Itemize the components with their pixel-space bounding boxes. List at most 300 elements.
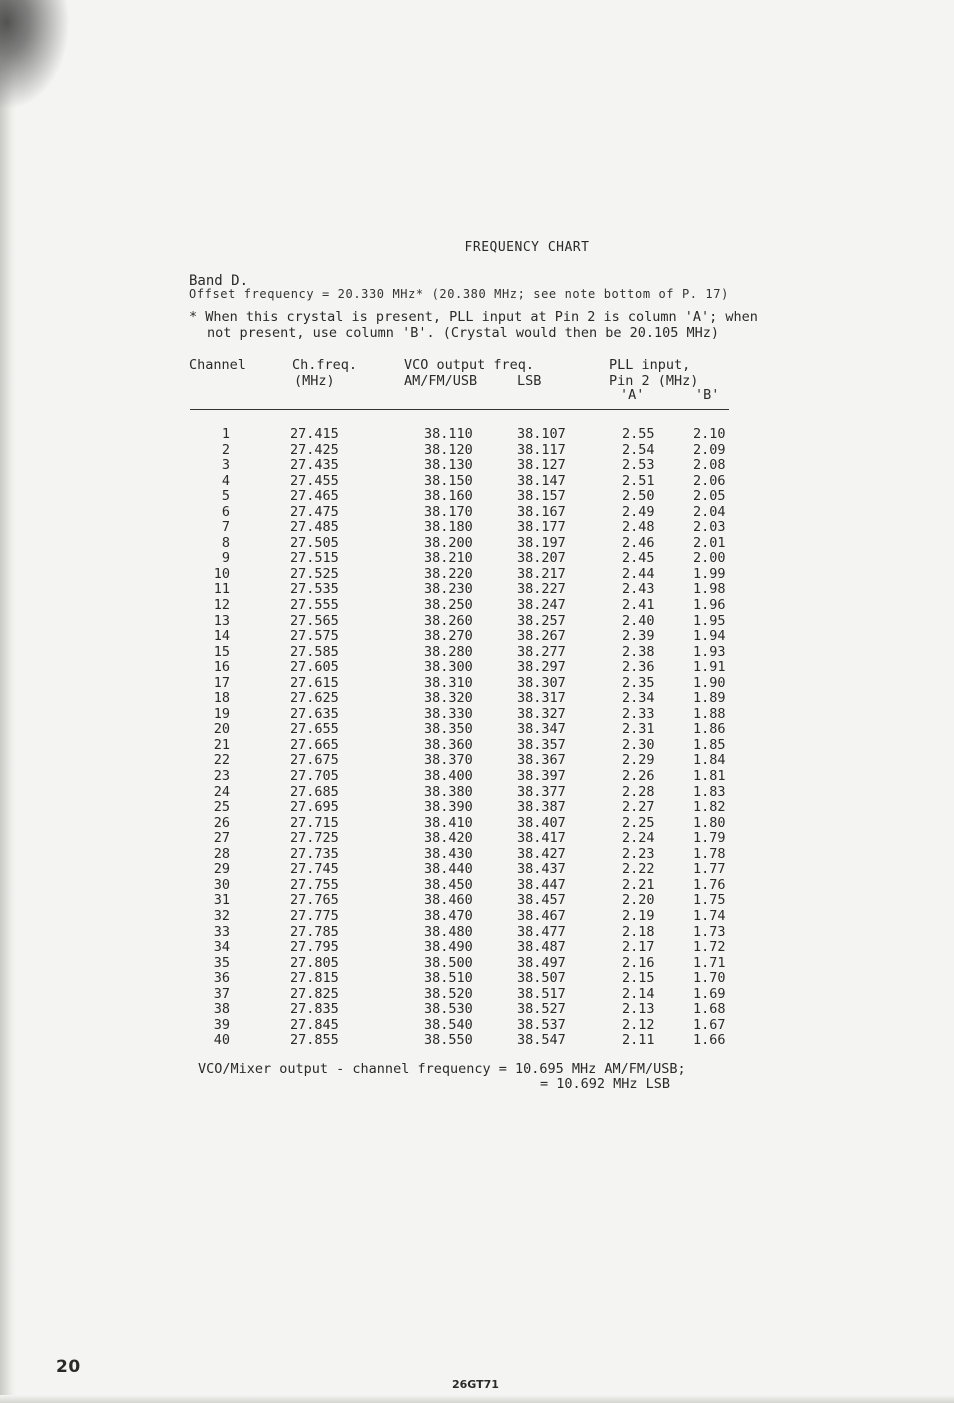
- pll-b-cell: 2.06: [693, 472, 726, 489]
- pll-a-cell: 2.31: [622, 721, 655, 738]
- channel-cell: 32: [213, 907, 230, 924]
- page-number: 20: [56, 1357, 81, 1377]
- lsb-freq-cell: 38.267: [517, 628, 566, 645]
- header-vco-lsb: LSB: [517, 373, 542, 389]
- lsb-freq-cell: 38.477: [517, 923, 566, 940]
- pll-b-cell: 1.68: [693, 1001, 726, 1018]
- vco-freq-cell: 38.130: [424, 457, 473, 474]
- channel-cell: 30: [213, 876, 230, 893]
- pll-a-cell: 2.44: [622, 565, 655, 582]
- table-row: [190, 1032, 750, 1048]
- ch-freq-cell: 27.515: [290, 550, 339, 567]
- channel-cell: 1: [221, 426, 230, 442]
- pll-a-cell: 2.38: [622, 643, 655, 660]
- lsb-freq-cell: 38.327: [517, 705, 566, 722]
- pll-b-cell: 1.78: [693, 845, 726, 862]
- pll-a-cell: 2.29: [622, 752, 655, 769]
- lsb-freq-cell: 38.437: [517, 861, 566, 878]
- pll-a-cell: 2.22: [622, 861, 655, 878]
- ch-freq-cell: 27.765: [290, 892, 339, 909]
- pll-a-cell: 2.34: [622, 690, 655, 707]
- lsb-freq-cell: 38.517: [517, 985, 566, 1002]
- ch-freq-cell: 27.525: [290, 565, 339, 582]
- pll-a-cell: 2.21: [622, 876, 655, 893]
- channel-cell: 34: [213, 939, 230, 956]
- vco-freq-cell: 38.160: [424, 488, 473, 505]
- lsb-freq-cell: 38.127: [517, 457, 566, 474]
- pll-b-cell: 1.81: [693, 768, 726, 785]
- table-row: [190, 581, 750, 597]
- lsb-freq-cell: 38.177: [517, 519, 566, 536]
- channel-cell: 7: [221, 519, 230, 536]
- vco-freq-cell: 38.370: [424, 752, 473, 769]
- ch-freq-cell: 27.425: [290, 441, 339, 458]
- pll-a-cell: 2.49: [622, 503, 655, 520]
- ch-freq-cell: 27.835: [290, 1001, 339, 1018]
- channel-cell: 17: [213, 674, 230, 691]
- table-row: [190, 566, 750, 582]
- table-row: [190, 1001, 750, 1017]
- pll-b-cell: 1.82: [693, 799, 726, 816]
- header-vco-am-fm-usb: AM/FM/USB: [404, 373, 478, 389]
- vco-freq-cell: 38.470: [424, 907, 473, 924]
- ch-freq-cell: 27.675: [290, 752, 339, 769]
- channel-cell: 40: [213, 1032, 230, 1049]
- pll-b-cell: 1.86: [693, 721, 726, 738]
- table-row: [190, 442, 750, 458]
- vco-freq-cell: 38.360: [424, 736, 473, 753]
- ch-freq-cell: 27.695: [290, 799, 339, 816]
- table-row: [190, 488, 750, 504]
- lsb-freq-cell: 38.487: [517, 939, 566, 956]
- ch-freq-cell: 27.845: [290, 1016, 339, 1033]
- ch-freq-cell: 27.575: [290, 628, 339, 645]
- channel-cell: 4: [221, 472, 230, 489]
- pll-b-cell: 1.74: [693, 907, 726, 924]
- channel-cell: 2: [221, 441, 230, 458]
- pll-a-cell: 2.15: [622, 970, 655, 987]
- ch-freq-cell: 27.775: [290, 907, 339, 924]
- table-row: [190, 861, 750, 877]
- lsb-freq-cell: 38.307: [517, 674, 566, 691]
- lsb-freq-cell: 38.207: [517, 550, 566, 567]
- ch-freq-cell: 27.655: [290, 721, 339, 738]
- ch-freq-cell: 27.855: [290, 1032, 339, 1049]
- vco-freq-cell: 38.530: [424, 1001, 473, 1018]
- channel-cell: 6: [221, 503, 230, 520]
- ch-freq-cell: 27.625: [290, 690, 339, 707]
- pll-b-cell: 1.93: [693, 643, 726, 660]
- vco-freq-cell: 38.220: [424, 565, 473, 582]
- channel-cell: 27: [213, 830, 230, 847]
- header-ch-freq: Ch.freq.: [292, 357, 358, 373]
- ch-freq-cell: 27.745: [290, 861, 339, 878]
- pll-a-cell: 2.55: [622, 426, 655, 442]
- vco-freq-cell: 38.170: [424, 503, 473, 520]
- pll-b-cell: 1.88: [693, 705, 726, 722]
- pll-b-cell: 1.96: [693, 597, 726, 614]
- vco-freq-cell: 38.390: [424, 799, 473, 816]
- table-row: [190, 799, 750, 815]
- band-label: Band D.: [189, 273, 249, 289]
- pll-b-cell: 2.04: [693, 503, 726, 520]
- channel-cell: 38: [213, 1001, 230, 1018]
- page-title: FREQUENCY CHART: [464, 240, 590, 255]
- offset-frequency-line: Offset frequency = 20.330 MHz* (20.380 MHz; see note bottom of P. 17): [189, 287, 729, 301]
- table-row: [190, 877, 750, 893]
- lsb-freq-cell: 38.397: [517, 768, 566, 785]
- lsb-freq-cell: 38.407: [517, 814, 566, 831]
- lsb-freq-cell: 38.527: [517, 1001, 566, 1018]
- table-row: [190, 457, 750, 473]
- channel-cell: 33: [213, 923, 230, 940]
- pll-a-cell: 2.45: [622, 550, 655, 567]
- channel-cell: 11: [213, 581, 230, 598]
- channel-cell: 28: [213, 845, 230, 862]
- vco-freq-cell: 38.250: [424, 597, 473, 614]
- crystal-note-line-1: * When this crystal is present, PLL input at Pin 2 is column 'A'; when: [189, 309, 758, 325]
- channel-cell: 21: [213, 736, 230, 753]
- table-row: [190, 473, 750, 489]
- table-row: [190, 1017, 750, 1033]
- table-row: [190, 535, 750, 551]
- vco-freq-cell: 38.500: [424, 954, 473, 971]
- channel-cell: 13: [213, 612, 230, 629]
- ch-freq-cell: 27.715: [290, 814, 339, 831]
- ch-freq-cell: 27.815: [290, 970, 339, 987]
- frequency-table: [190, 426, 750, 1048]
- table-row: [190, 924, 750, 940]
- lsb-freq-cell: 38.257: [517, 612, 566, 629]
- pll-b-cell: 1.85: [693, 736, 726, 753]
- lsb-freq-cell: 38.297: [517, 659, 566, 676]
- pll-b-cell: 1.66: [693, 1032, 726, 1049]
- pll-a-cell: 2.13: [622, 1001, 655, 1018]
- channel-cell: 10: [213, 565, 230, 582]
- table-row: [190, 815, 750, 831]
- channel-cell: 5: [221, 488, 230, 505]
- channel-cell: 26: [213, 814, 230, 831]
- vco-freq-cell: 38.480: [424, 923, 473, 940]
- crystal-note-line-2: not present, use column 'B'. (Crystal would then be 20.105 MHz): [207, 325, 720, 341]
- ch-freq-cell: 27.795: [290, 939, 339, 956]
- document-code: 26GT71: [452, 1378, 499, 1391]
- channel-cell: 12: [213, 597, 230, 614]
- pll-a-cell: 2.11: [622, 1032, 655, 1049]
- table-row: [190, 644, 750, 660]
- lsb-freq-cell: 38.447: [517, 876, 566, 893]
- table-row: [190, 675, 750, 691]
- channel-cell: 31: [213, 892, 230, 909]
- pll-a-cell: 2.20: [622, 892, 655, 909]
- vco-freq-cell: 38.270: [424, 628, 473, 645]
- ch-freq-cell: 27.785: [290, 923, 339, 940]
- pll-a-cell: 2.40: [622, 612, 655, 629]
- vco-freq-cell: 38.180: [424, 519, 473, 536]
- table-row: [190, 737, 750, 753]
- pll-b-cell: 1.67: [693, 1016, 726, 1033]
- lsb-freq-cell: 38.457: [517, 892, 566, 909]
- vco-freq-cell: 38.300: [424, 659, 473, 676]
- vco-freq-cell: 38.550: [424, 1032, 473, 1049]
- table-row: [190, 986, 750, 1002]
- vco-freq-cell: 38.540: [424, 1016, 473, 1033]
- ch-freq-cell: 27.465: [290, 488, 339, 505]
- lsb-freq-cell: 38.507: [517, 970, 566, 987]
- table-row: [190, 830, 750, 846]
- table-row: [190, 504, 750, 520]
- pll-b-cell: 1.90: [693, 674, 726, 691]
- table-row: [190, 706, 750, 722]
- channel-cell: 3: [221, 457, 230, 474]
- scan-smudge: [0, 0, 70, 110]
- ch-freq-cell: 27.735: [290, 845, 339, 862]
- lsb-freq-cell: 38.427: [517, 845, 566, 862]
- vco-freq-cell: 38.200: [424, 534, 473, 551]
- vco-freq-cell: 38.230: [424, 581, 473, 598]
- lsb-freq-cell: 38.497: [517, 954, 566, 971]
- pll-a-cell: 2.24: [622, 830, 655, 847]
- lsb-freq-cell: 38.217: [517, 565, 566, 582]
- channel-cell: 22: [213, 752, 230, 769]
- lsb-freq-cell: 38.247: [517, 597, 566, 614]
- header-pll-input: PLL input,: [609, 357, 691, 373]
- pll-b-cell: 1.76: [693, 876, 726, 893]
- table-row: [190, 550, 750, 566]
- pll-a-cell: 2.51: [622, 472, 655, 489]
- pll-a-cell: 2.14: [622, 985, 655, 1002]
- ch-freq-cell: 27.825: [290, 985, 339, 1002]
- table-row: [190, 721, 750, 737]
- vco-freq-cell: 38.280: [424, 643, 473, 660]
- table-row: [190, 908, 750, 924]
- pll-b-cell: 1.91: [693, 659, 726, 676]
- ch-freq-cell: 27.505: [290, 534, 339, 551]
- pll-b-cell: 2.01: [693, 534, 726, 551]
- header-vco-output: VCO output freq.: [404, 357, 535, 373]
- header-pll-pin2: Pin 2 (MHz): [609, 373, 699, 389]
- vco-freq-cell: 38.260: [424, 612, 473, 629]
- lsb-freq-cell: 38.227: [517, 581, 566, 598]
- channel-cell: 8: [221, 534, 230, 551]
- pll-b-cell: 2.00: [693, 550, 726, 567]
- vco-freq-cell: 38.440: [424, 861, 473, 878]
- pll-a-cell: 2.28: [622, 783, 655, 800]
- table-row: [190, 597, 750, 613]
- lsb-freq-cell: 38.317: [517, 690, 566, 707]
- channel-cell: 15: [213, 643, 230, 660]
- channel-cell: 19: [213, 705, 230, 722]
- vco-freq-cell: 38.520: [424, 985, 473, 1002]
- table-row: [190, 939, 750, 955]
- channel-cell: 25: [213, 799, 230, 816]
- pll-b-cell: 2.03: [693, 519, 726, 536]
- channel-cell: 9: [221, 550, 230, 567]
- pll-a-cell: 2.43: [622, 581, 655, 598]
- header-channel: Channel: [189, 357, 246, 373]
- lsb-freq-cell: 38.157: [517, 488, 566, 505]
- pll-a-cell: 2.35: [622, 674, 655, 691]
- table-row: [190, 784, 750, 800]
- ch-freq-cell: 27.805: [290, 954, 339, 971]
- vco-freq-cell: 38.430: [424, 845, 473, 862]
- pll-b-cell: 1.98: [693, 581, 726, 598]
- pll-b-cell: 1.69: [693, 985, 726, 1002]
- pll-b-cell: 1.95: [693, 612, 726, 629]
- channel-cell: 24: [213, 783, 230, 800]
- ch-freq-cell: 27.455: [290, 472, 339, 489]
- channel-cell: 18: [213, 690, 230, 707]
- table-row: [190, 613, 750, 629]
- ch-freq-cell: 27.475: [290, 503, 339, 520]
- vco-freq-cell: 38.110: [424, 426, 473, 442]
- lsb-freq-cell: 38.547: [517, 1032, 566, 1049]
- pll-b-cell: 1.83: [693, 783, 726, 800]
- channel-cell: 23: [213, 768, 230, 785]
- pll-b-cell: 1.84: [693, 752, 726, 769]
- pll-b-cell: 1.77: [693, 861, 726, 878]
- lsb-freq-cell: 38.357: [517, 736, 566, 753]
- vco-freq-cell: 38.410: [424, 814, 473, 831]
- lsb-freq-cell: 38.537: [517, 1016, 566, 1033]
- lsb-freq-cell: 38.417: [517, 830, 566, 847]
- pll-b-cell: 1.70: [693, 970, 726, 987]
- table-row: [190, 970, 750, 986]
- pll-a-cell: 2.53: [622, 457, 655, 474]
- table-row: [190, 628, 750, 644]
- footer-formula-line-1: VCO/Mixer output - channel frequency = 10.695 MHz AM/FM/USB;: [198, 1061, 686, 1077]
- vco-freq-cell: 38.400: [424, 768, 473, 785]
- ch-freq-cell: 27.435: [290, 457, 339, 474]
- ch-freq-cell: 27.615: [290, 674, 339, 691]
- pll-a-cell: 2.41: [622, 597, 655, 614]
- ch-freq-cell: 27.725: [290, 830, 339, 847]
- ch-freq-cell: 27.605: [290, 659, 339, 676]
- channel-cell: 29: [213, 861, 230, 878]
- pll-a-cell: 2.18: [622, 923, 655, 940]
- pll-b-cell: 1.79: [693, 830, 726, 847]
- lsb-freq-cell: 38.467: [517, 907, 566, 924]
- page-bottom-edge: [0, 1395, 954, 1403]
- lsb-freq-cell: 38.367: [517, 752, 566, 769]
- pll-a-cell: 2.27: [622, 799, 655, 816]
- ch-freq-cell: 27.665: [290, 736, 339, 753]
- ch-freq-cell: 27.565: [290, 612, 339, 629]
- pll-a-cell: 2.50: [622, 488, 655, 505]
- pll-a-cell: 2.39: [622, 628, 655, 645]
- pll-b-cell: 1.73: [693, 923, 726, 940]
- lsb-freq-cell: 38.117: [517, 441, 566, 458]
- header-col-b: 'B': [695, 387, 720, 403]
- channel-cell: 35: [213, 954, 230, 971]
- vco-freq-cell: 38.150: [424, 472, 473, 489]
- vco-freq-cell: 38.320: [424, 690, 473, 707]
- lsb-freq-cell: 38.277: [517, 643, 566, 660]
- pll-a-cell: 2.12: [622, 1016, 655, 1033]
- table-row: [190, 690, 750, 706]
- vco-freq-cell: 38.420: [424, 830, 473, 847]
- pll-a-cell: 2.26: [622, 768, 655, 785]
- table-row: [190, 846, 750, 862]
- channel-cell: 16: [213, 659, 230, 676]
- lsb-freq-cell: 38.147: [517, 472, 566, 489]
- vco-freq-cell: 38.380: [424, 783, 473, 800]
- vco-freq-cell: 38.490: [424, 939, 473, 956]
- channel-cell: 14: [213, 628, 230, 645]
- pll-b-cell: 2.08: [693, 457, 726, 474]
- pll-b-cell: 1.72: [693, 939, 726, 956]
- pll-a-cell: 2.16: [622, 954, 655, 971]
- pll-a-cell: 2.23: [622, 845, 655, 862]
- header-rule: [190, 409, 729, 410]
- lsb-freq-cell: 38.167: [517, 503, 566, 520]
- channel-cell: 37: [213, 985, 230, 1002]
- pll-b-cell: 1.99: [693, 565, 726, 582]
- pll-b-cell: 1.89: [693, 690, 726, 707]
- pll-b-cell: 1.75: [693, 892, 726, 909]
- ch-freq-cell: 27.535: [290, 581, 339, 598]
- pll-b-cell: 2.09: [693, 441, 726, 458]
- ch-freq-cell: 27.555: [290, 597, 339, 614]
- lsb-freq-cell: 38.107: [517, 426, 566, 442]
- ch-freq-cell: 27.635: [290, 705, 339, 722]
- vco-freq-cell: 38.460: [424, 892, 473, 909]
- vco-freq-cell: 38.510: [424, 970, 473, 987]
- pll-b-cell: 1.71: [693, 954, 726, 971]
- table-row: [190, 752, 750, 768]
- channel-cell: 20: [213, 721, 230, 738]
- lsb-freq-cell: 38.347: [517, 721, 566, 738]
- channel-cell: 39: [213, 1016, 230, 1033]
- ch-freq-cell: 27.685: [290, 783, 339, 800]
- ch-freq-cell: 27.585: [290, 643, 339, 660]
- vco-freq-cell: 38.450: [424, 876, 473, 893]
- table-row: [190, 892, 750, 908]
- pll-a-cell: 2.25: [622, 814, 655, 831]
- table-row: [190, 768, 750, 784]
- header-col-a: 'A': [620, 387, 645, 403]
- header-ch-freq-unit: (MHz): [294, 373, 335, 389]
- pll-a-cell: 2.19: [622, 907, 655, 924]
- pll-a-cell: 2.36: [622, 659, 655, 676]
- pll-b-cell: 1.80: [693, 814, 726, 831]
- pll-a-cell: 2.33: [622, 705, 655, 722]
- channel-cell: 36: [213, 970, 230, 987]
- ch-freq-cell: 27.705: [290, 768, 339, 785]
- lsb-freq-cell: 38.387: [517, 799, 566, 816]
- pll-a-cell: 2.48: [622, 519, 655, 536]
- page-edge-shadow: [0, 0, 16, 1403]
- pll-b-cell: 2.05: [693, 488, 726, 505]
- pll-a-cell: 2.54: [622, 441, 655, 458]
- lsb-freq-cell: 38.377: [517, 783, 566, 800]
- ch-freq-cell: 27.485: [290, 519, 339, 536]
- table-row: [190, 955, 750, 971]
- footer-formula-line-2: = 10.692 MHz LSB: [540, 1076, 671, 1092]
- pll-b-cell: 2.10: [693, 426, 726, 442]
- table-row: [190, 659, 750, 675]
- table-row: [190, 519, 750, 535]
- ch-freq-cell: 27.755: [290, 876, 339, 893]
- pll-a-cell: 2.17: [622, 939, 655, 956]
- vco-freq-cell: 38.210: [424, 550, 473, 567]
- vco-freq-cell: 38.330: [424, 705, 473, 722]
- vco-freq-cell: 38.350: [424, 721, 473, 738]
- pll-b-cell: 1.94: [693, 628, 726, 645]
- pll-a-cell: 2.30: [622, 736, 655, 753]
- ch-freq-cell: 27.415: [290, 426, 339, 442]
- pll-a-cell: 2.46: [622, 534, 655, 551]
